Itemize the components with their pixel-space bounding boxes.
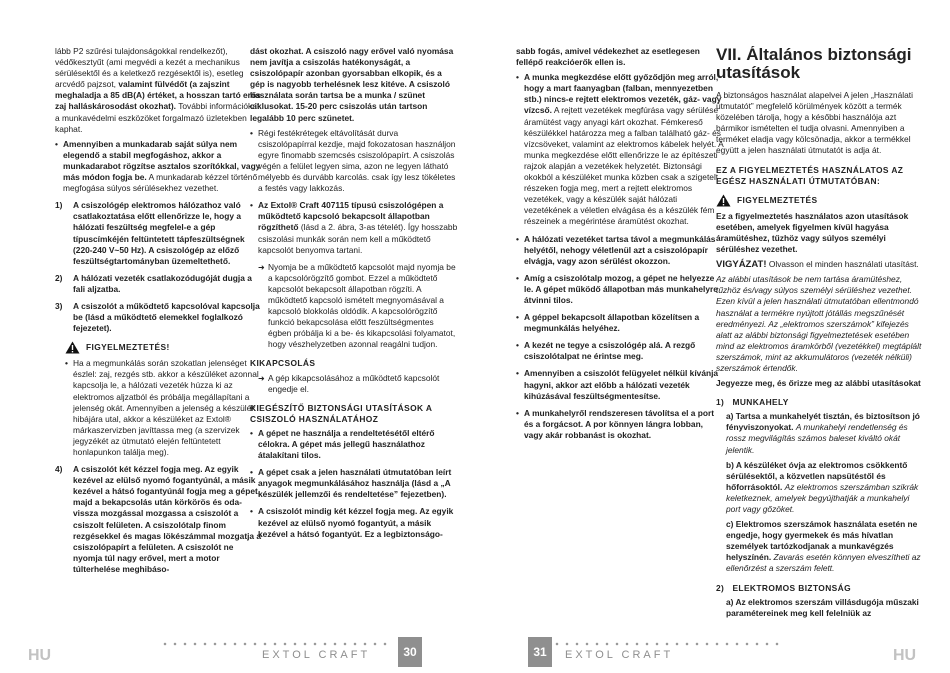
bullet-item: • A hálózati vezetéket tartsa távol a megmunkálás helyétől, nehogy véletlenül azt a csiszolópapír elvágja, vagy azon sérülést okozzon.: [516, 234, 724, 267]
page-number-right: 31: [528, 637, 552, 667]
sub-item-c: c) Elektromos szerszámok használata esetén ne engedje, hogy gyermekek és más hívatlan személyek tartózkodjanak a munkavégzés helyszínén. Zavarás esetén könnyen elveszítheti az ellenőrzést a szerszám felett.: [726, 519, 921, 574]
bullet-item: • A géppel bekapcsolt állapotban közelítsen a megmunkálás helyéhez.: [516, 312, 724, 334]
numbered-step-2: 2) A hálózati vezeték csatlakozódugóját dugja a fali aljzatba.: [55, 272, 252, 294]
sub-item-a: a) Tartsa a munkahelyét tisztán, és biztosítson jó fényviszonyokat. A munkahelyi rendetlenség és rossz megvilágítás számos baleset kiváltó okát jelentik.: [726, 411, 920, 455]
jegyezze-paragraph: Jegyezze meg, és őrizze meg az alábbi utasításokat: [716, 378, 921, 389]
language-code-left: HU: [28, 647, 52, 664]
bullet-item: • A gépet ne használja a rendeltetésétől eltérő célokra. A gépet más jellegű használathoz átalakítani tilos.: [250, 428, 458, 461]
numbered-step-4: 4) A csiszolót két kézzel fogja meg. Az egyik kezével az elülső nyomó fogantyúnál, a másik kezével a hátsó fogantyúnál fogja meg a gépet, majd a bekapcsolás után körkörös és oda-vissza mozgással mozgassa a csiszolót a csiszolt felületen. A csiszolótalp finom rezgésekkel és magas lökészámmal mozgatja a csiszolópapírt a felületen. A csiszolót ne nyomja túl nagy erővel, mert a motor túlterhelése meghibáso-: [55, 464, 262, 574]
sub-item-b: b) A készüléket óvja az elektromos csökkentő sérülésektől, a közvetlen napsütéstől és hőforrásoktól. Az elektromos szerszámban szikrák keletkeznek, amelyek begyújthatják a munkahelyi port vagy gőzöket.: [726, 459, 919, 514]
brand-logo-right: EXTOL CRAFT: [565, 649, 674, 661]
page-number-left: 30: [398, 637, 422, 667]
bullet-item: • Régi festékrétegek eltávolítását durva csiszolópapírral kezdje, majd fokozatosan használjon egyre finomabb szemcsés csiszolópapírt. A csiszolás végén a felület legyen sima, azon ne legyen látható mélyebb és durvább karcolás. csak így lesz tökéletes a festés vagy lakkozás.: [250, 128, 458, 195]
language-code-right: HU: [893, 647, 917, 664]
left-page-column-2: [250, 46, 458, 638]
bullet-item: • Az Extol® Craft 407115 típusú csiszológépen a működtető kapcsoló bekapcsolt állapotban rögzíthető (lásd a 2. ábra, 3-as tételét). Így hosszabb csiszolási munkák során nem kell a működtető kapcsolót benyomva tartani.: [250, 200, 458, 255]
bullet-item: • A gépet csak a jelen használati útmutatóban leírt anyagok megmunkálásához használja (lásd a „A készülék jellemzői és rendeltetése” fejezetben).: [250, 467, 458, 500]
arrow-right-icon: ➜: [258, 373, 265, 383]
right-page-column-1: [516, 46, 724, 638]
section-heading: KIKAPCSOLÁS: [250, 358, 316, 369]
bullet-item: • A munkahelyről rendszeresen távolítsa el a port és a forgácsot. A por könnyen lángra lobban, vagy akár robbanást is okozhat.: [516, 408, 724, 441]
paragraph: lább P2 szűrési tulajdonságokkal rendelkezőt), védőkesztyűt (ami megvédi a kezét a mechanikus sérülésektől és a keletkező rezgésektől is), esetleg arcvédő pajzsot, valamint fülvédőt (a zajszint meghaladja a 85 dB(A) értéket, a hosszan tartó erős zaj halláskárosodást okozhat). További információkat a munkavédelmi eszközöket forgalmazó üzletekben kaphat.: [55, 46, 261, 134]
footer-dots-left: [160, 642, 388, 646]
section-heading-munkahely: 1) MUNKAHELY: [716, 397, 789, 408]
footer-dots-right: [552, 642, 780, 646]
bullet-item: • A munka megkezdése előtt győződjön meg arról, hogy a mart faanyagban (falban, mennyezetben stb.) nincs-e rejtett elektromos vezeték, gáz- vagy vízcső. A rejtett vezetékek megfúrása vagy sérülése áramütést vagy anyagi kárt okozhat. Fémkereső készülékkel határozza meg a falban található gáz- és vízcsöveket, valamint az elektromos kábelek helyét. A munka megkezdése előtt ellenőrizze le az építészeti rajzok alapján a vezetékek helyzetét. Biztonsági okokból a készüléket munka közben csak a szigetelt részeken fogja meg, mert a rejtett elektromos vezetékek, vagy a készülék saját hálózati vezetékének a véletlen elvágása és a készülék fém részeinek a megérintése áramütést okozhat.: [516, 72, 724, 227]
warning-text: Ez a figyelmeztetés használatos azon utasítások esetében, amelyek figyelmen kívül hagyása áramütéshez, tűzhöz vagy súlyos személyi sérüléshez vezethet.: [716, 210, 909, 255]
warning-heading: FIGYELMEZTETÉS: [716, 194, 926, 207]
numbered-step-1: 1) A csiszológép elektromos hálózathoz való csatlakoztatása előtt ellenőrizze le, hogy a hálózati feszültség megfelel-e a gép típuscímkéjén feltüntetett tápfeszültségnek (220-240 V~50 Hz). A csiszológép az előző feszültségtartományban üzemeltethető.: [55, 200, 245, 266]
sub-item-a: a) Az elektromos szerszám villásdugója műszaki paramétereinek meg kell felelniük az: [726, 596, 919, 618]
arrow-item: ➜ Nyomja be a működtető kapcsolót majd nyomja be a kapcsolórögzítő gombot. Ezzel a működtető kapcsolót bekapcsolt állapotban rögzíti. A működtető kapcsoló ismételt megnyomásával a kapcsoló blokkolás oldódik. A kapcsolórögzítő funkció bekapcsolása előtt feszültségmentes égben próbálja ki a be- és kikapcsolási folyamatot, hogy vészhelyzetben azonnal reagálni tudjon.: [258, 261, 456, 350]
numbered-step-3: 3) A csiszolót a működtető kapcsolóval kapcsolja be (lásd a működtető elemekkel foglalkozó fejezetet).: [55, 300, 260, 334]
bullet-item: • Amíg a csiszolótalp mozog, a gépet ne helyezze le. A gépet működő állapotban más munkahelyre átvinni tilos.: [516, 273, 724, 306]
italic-paragraph: Az alábbi utasítások be nem tartása áramütéshez, tűzhöz és/vagy súlyos személyi sérüléshez vezethet. Ezen kívül a jelen használati útmutatóban ellentmondó használat a termékre nyújtott jótállás megszűnését eredményezi. Az „elektromos szerszámok” kifejezés alatt az alábbi biztonsági figyelmeztetések esetében mind az elektromos áramkörből (vezetékkel) megtáplált szerszámok, mint az akkumulátoros (vezeték nélküli) szerszámok értendők.: [716, 274, 922, 373]
paragraph: dást okozhat. A csiszoló nagy erővel való nyomása nem javítja a csiszolás hatékonyságát, a csiszolópapír azonban gyorsabban elkopik, és a gép is nagyobb terhelésnek lesz kitéve. A csiszoló használata során tartsa be a munka / szünet ciklusokat. 15-20 perc csiszolás után tartson legalább 10 perc szünetet.: [250, 46, 454, 123]
section-heading: EZ A FIGYELMEZTETÉS HASZNÁLATOS AZ EGÉSZ HASZNÁLATI ÚTMUTATÓBAN:: [716, 164, 904, 186]
right-page-column-2: [716, 46, 926, 638]
bullet-item: • Amennyiben a csiszolót felügyelet nélkül kívánja hagyni, akkor azt előbb a hálózati vezeték kihúzásával feszültségmentesítse.: [516, 368, 724, 401]
paragraph: sabb fogás, amivel védekezhet az esetlegesen fellépő reakcióerők ellen is.: [516, 46, 700, 68]
warning-heading: FIGYELMEZTETÉS!: [55, 341, 263, 354]
warning-triangle-icon: [716, 194, 731, 207]
brand-logo-left: EXTOL CRAFT: [262, 649, 371, 661]
arrow-right-icon: ➜: [258, 262, 265, 272]
section-heading-elektromos: 2) ELEKTROMOS BIZTONSÁG: [716, 582, 852, 593]
chapter-title: VII. Általános biztonsági utasítások: [716, 46, 912, 82]
bullet-item: • A kezét ne tegye a csiszológép alá. A rezgő csiszolótalpat ne érintse meg.: [516, 340, 724, 362]
bullet-item: • A csiszolót mindig két kézzel fogja meg. Az egyik kezével az elülső nyomó fogantyút, a másik kezével a hátsó fogantyút. Ez a legbiztonságo-: [250, 506, 458, 539]
warning-bullet: • Ha a megmunkálás során szokatlan jelenséget észlel: zaj, rezgés stb. akkor a készüléket azonnal kapcsolja le, a hálózati vezeték húzza ki az elektromos aljzatból és próbálja megállapítani a jelenség okát. Amennyiben a jelenség a készülék hibájára utal, akkor a készüléket az Extol® márkaszervizben javíttassa meg (a szervizek jegyzékét az útmutató elején feltüntetett honlapunkon találja meg).: [65, 358, 263, 458]
arrow-item: ➜ A gép kikapcsolásához a működtető kapcsolót engedje el.: [258, 372, 440, 394]
vigyazat-paragraph: VIGYÁZAT! Olvasson el minden használati utasítást.: [716, 259, 919, 271]
bullet-item: • Amennyiben a munkadarab saját súlya nem elegendő a stabil megfogáshoz, akkor a munkadarabot rögzítse asztalos szorítókkal, vagy más módon fogja be. A munkadarab kézzel történő megfogása súlyos sérülésekhez vezethet.: [55, 139, 263, 194]
intro-paragraph: A biztonságos használat alapelvei A jelen „Használati útmutatót” megfelelő körülmények között a termék közelében tárolja, hogy a későbbi használója azt bármikor ismételten el tudja olvasni. Amennyiben a terméket eladja vagy kölcsönadja, akkor a termékkel együtt a jelen használati útmutatót is adja át.: [716, 90, 913, 156]
section-heading: KIEGÉSZÍTŐ BIZTONSÁGI UTASÍTÁSOK A CSISZOLÓ HASZNÁLATÁHOZ: [250, 402, 433, 424]
warning-triangle-icon: [65, 341, 80, 354]
left-page-column-1: [55, 46, 263, 638]
